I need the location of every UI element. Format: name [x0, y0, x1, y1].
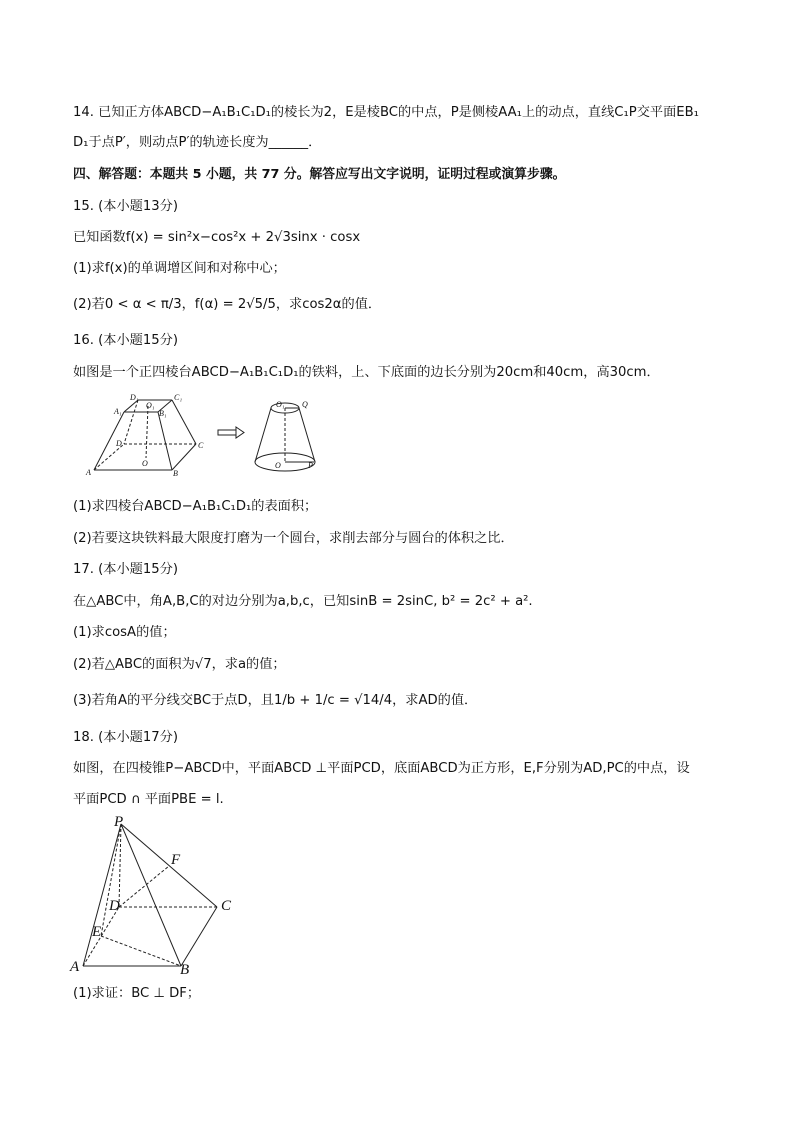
label-P: P [308, 461, 313, 470]
label-B-pyr: B [180, 962, 190, 978]
label-Q: Q [302, 400, 308, 409]
label-C1: C₁ [174, 393, 183, 402]
label-D: D [116, 439, 122, 448]
q18-stem1: 如图，在四棱锥P−ABCD中，平面ABCD ⊥平面PCD，底面ABCD为正方形，E,F分别为AD,PC的中点，设 [73, 761, 690, 776]
q17-part2: (2)若△ABC的面积为√7，求a的值； [73, 657, 286, 672]
q16-part1: (1)求四棱台ABCD−A₁B₁C₁D₁的表面积； [73, 499, 318, 514]
label-A1: A₁ [114, 407, 122, 416]
label-E: E [92, 924, 102, 940]
label-B: B [173, 469, 178, 478]
label-C-pyr: C [221, 898, 232, 914]
q16-title: 16. (本小题15分) [73, 333, 178, 348]
q18-part1: (1)求证：BC ⊥ DF； [73, 986, 201, 1001]
q14-line1: 14. 已知正方体ABCD−A₁B₁C₁D₁的棱长为2，E是棱BC的中点，P是侧棱AA₁上的动点，直线C₁P交平面EB₁ [73, 105, 699, 120]
q18-stem2: 平面PCD ∩ 平面PBE = l. [73, 792, 224, 807]
label-P-pyr: P [114, 814, 124, 830]
label-B1: B₁ [159, 409, 167, 418]
q17-stem: 在△ABC中，角A,B,C的对边分别为a,b,c，已知sinB = 2sinC, b² = 2c² + a². [73, 594, 533, 609]
q17-part1: (1)求cosA的值； [73, 625, 176, 640]
q16-part2: (2)若要这块铁料最大限度打磨为一个圆台，求削去部分与圆台的体积之比． [73, 531, 514, 546]
q15-stem: 已知函数f(x) = sin²x−cos²x + 2√3sinx · cosx [73, 230, 361, 245]
label-O1-cone: O₁ [276, 400, 285, 409]
q18-title: 18. (本小题17分) [73, 730, 178, 745]
label-O: O [142, 459, 148, 468]
label-O-cone: O [275, 461, 281, 470]
pyramid-figure [66, 812, 246, 980]
label-C: C [198, 441, 204, 450]
label-A-pyr: A [70, 959, 80, 975]
label-F: F [171, 852, 181, 868]
q15-title: 15. (本小题13分) [73, 199, 178, 214]
q17-part3: (3)若角A的平分线交BC于点D，且1/b + 1/c = √14/4，求AD的值． [73, 693, 478, 708]
q15-part2: (2)若0 < α < π/3，f(α) = 2√5/5，求cos2α的值． [73, 297, 382, 312]
section4-heading: 四、解答题：本题共 5 小题，共 77 分。解答应写出文字说明，证明过程或演算步骤。 [73, 167, 566, 182]
label-D1: D₁ [130, 393, 139, 402]
label-O1: O₁ [146, 401, 155, 410]
q14-line2: D₁于点P′，则动点P′的轨迹长度为______． [73, 135, 322, 150]
q15-part1: (1)求f(x)的单调增区间和对称中心； [73, 261, 286, 276]
q16-stem: 如图是一个正四棱台ABCD−A₁B₁C₁D₁的铁料，上、下底面的边长分别为20cm和40cm，高30cm． [73, 365, 660, 380]
q17-title: 17. (本小题15分) [73, 562, 178, 577]
frustum-figure [86, 394, 318, 478]
label-D-pyr: D [109, 898, 120, 914]
label-A: A [86, 468, 91, 477]
